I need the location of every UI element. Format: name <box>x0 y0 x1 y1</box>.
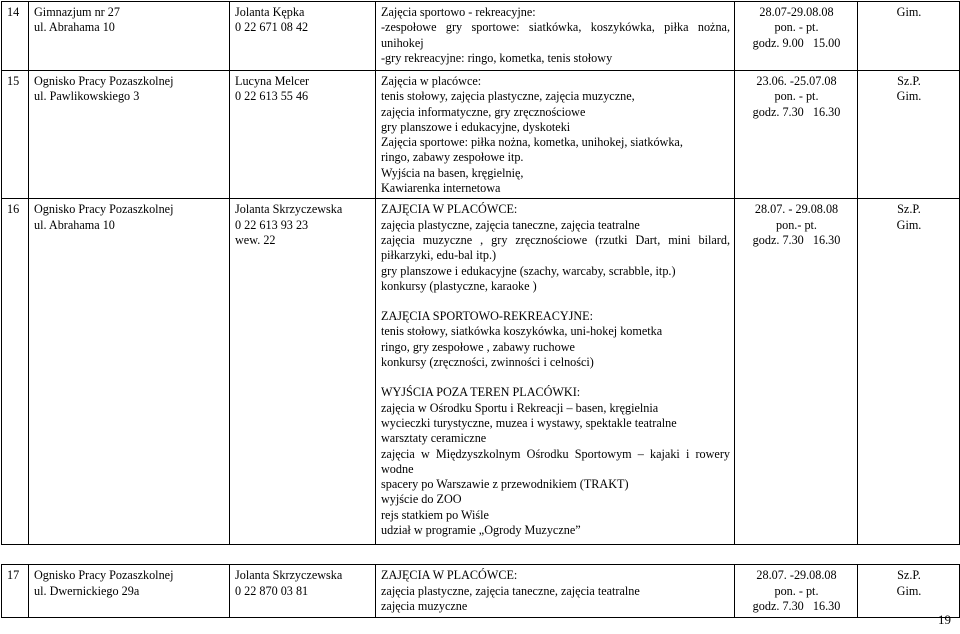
table-row <box>2 2 960 71</box>
description-line: spacery po Warszawie z przewodnikiem (TRAKT) <box>381 477 629 492</box>
date-range: 28.07. -29.08.08 <box>756 568 837 583</box>
contact-phone: 0 22 671 08 42 <box>235 20 309 35</box>
weekdays: pon. - pt. <box>774 89 819 104</box>
contact-phone: 0 22 613 55 46 <box>235 89 309 104</box>
description-line: rejs statkiem po Wiśle <box>381 507 489 522</box>
contact-extension: wew. 22 <box>235 232 276 247</box>
contact-cell <box>230 199 376 545</box>
school-type: Gim. <box>896 583 922 598</box>
institution-name: Ognisko Pracy Pozaszkolnej <box>34 202 174 217</box>
contact-person: Jolanta Skrzyczewska <box>235 568 343 583</box>
contact-cell <box>230 2 376 71</box>
dates-cell <box>735 565 858 618</box>
row-number: 16 <box>2 199 29 545</box>
institution-cell <box>29 71 230 199</box>
description-line: -zespołowe gry sportowe: siatkówka, koszykówka, piłka nożna, unihokej <box>381 20 730 50</box>
contact-phone: 0 22 613 93 23 <box>235 217 309 232</box>
page-number: 19 <box>938 612 951 627</box>
institution-name: Ognisko Pracy Pozaszkolnej <box>34 74 174 88</box>
institution-cell <box>29 199 230 545</box>
section-heading: ZAJĘCIA W PLACÓWCE: <box>381 568 518 583</box>
description-line: gry planszowe i edukacyjne, dyskoteki <box>381 119 571 134</box>
school-type: Sz.P. <box>897 74 921 88</box>
school-type: Gim. <box>896 5 922 19</box>
row-number: 17 <box>2 565 29 618</box>
section-heading: ZAJĘCIA SPORTOWO-REKREACYJNE: <box>381 309 593 324</box>
school-type-cell <box>858 199 960 545</box>
description-line: Wyjścia na basen, kręgielnię, <box>381 165 524 180</box>
school-type-cell <box>858 71 960 199</box>
description-line: zajęcia muzyczne , gry zręcznościowe (rzutki Dart, mini bilard, piłkarzyki, edu-bal itp.) <box>381 232 730 263</box>
school-type: Gim. <box>896 89 922 104</box>
hours: godz. 9.00 15.00 <box>752 35 841 50</box>
row-number: 14 <box>2 2 29 71</box>
description-line: Kawiarenka internetowa <box>381 181 501 196</box>
row-number: 15 <box>2 71 29 199</box>
contact-person: Lucyna Melcer <box>235 74 310 88</box>
institution-address: ul. Pawlikowskiego 3 <box>34 89 140 104</box>
institution-name: Ognisko Pracy Pozaszkolnej <box>34 568 174 583</box>
school-type-cell <box>858 565 960 618</box>
date-range: 28.07. - 29.08.08 <box>754 202 839 217</box>
institution-address: ul. Abrahama 10 <box>34 20 115 35</box>
description-line: Zajęcia sportowo - rekreacyjne: <box>381 5 536 19</box>
activities-table <box>1 1 960 618</box>
description-line: zajęcia plastyczne, zajęcia taneczne, zajęcia teatralne <box>381 583 640 598</box>
description-line: zajęcia plastyczne, zajęcia taneczne, zajęcia teatralne <box>381 217 640 232</box>
description-cell <box>376 2 735 71</box>
table-row <box>2 565 960 618</box>
description-line: ringo, gry zespołowe , zabawy ruchowe <box>381 339 575 354</box>
dates-cell <box>735 2 858 71</box>
hours: godz. 7.30 16.30 <box>752 598 841 613</box>
institution-cell <box>29 565 230 618</box>
description-line: konkursy (plastyczne, karaoke ) <box>381 278 537 293</box>
school-type: Gim. <box>896 217 922 232</box>
date-range: 23.06. -25.07.08 <box>756 74 837 88</box>
description-line: -gry rekreacyjne: ringo, kometka, tenis stołowy <box>381 50 613 65</box>
table-gap <box>2 545 960 565</box>
school-type: Sz.P. <box>897 202 921 217</box>
dates-cell <box>735 199 858 545</box>
section-heading: WYJŚCIA POZA TEREN PLACÓWKI: <box>381 385 581 400</box>
contact-person: Jolanta Skrzyczewska <box>235 202 343 217</box>
weekdays: pon. - pt. <box>774 583 819 598</box>
description-line: warsztaty ceramiczne <box>381 431 487 446</box>
school-type: Sz.P. <box>897 568 921 583</box>
description-cell <box>376 565 735 618</box>
description-line: ringo, zabawy zespołowe itp. <box>381 150 524 165</box>
description-line: zajęcia muzyczne <box>381 598 468 613</box>
description-line: zajęcia informatyczne, gry zręcznościowe <box>381 104 586 119</box>
hours: godz. 7.30 16.30 <box>752 104 841 119</box>
table-row <box>2 199 960 545</box>
institution-name: Gimnazjum nr 27 <box>34 5 120 19</box>
contact-person: Jolanta Kępka <box>235 5 305 19</box>
description-line: konkursy (zręczności, zwinności i celności) <box>381 355 594 370</box>
weekdays: pon. - pt. <box>774 20 819 35</box>
section-heading: ZAJĘCIA W PLACÓWCE: <box>381 202 518 217</box>
description-line: Zajęcia sportowe: piłka nożna, kometka, unihokej, siatkówka, <box>381 135 683 150</box>
school-type-cell <box>858 2 960 71</box>
contact-cell <box>230 71 376 199</box>
description-line: tenis stołowy, zajęcia plastyczne, zajęcia muzyczne, <box>381 89 635 104</box>
description-line: wycieczki turystyczne, muzea i wystawy, spektakle teatralne <box>381 415 677 430</box>
description-line: udział w programie „Ogrody Muzyczne” <box>381 523 581 538</box>
date-range: 28.07-29.08.08 <box>759 5 834 19</box>
description-line: tenis stołowy, siatkówka koszykówka, uni-hokej kometka <box>381 324 663 339</box>
hours: godz. 7.30 16.30 <box>752 232 841 247</box>
dates-cell <box>735 71 858 199</box>
contact-cell <box>230 565 376 618</box>
institution-address: ul. Abrahama 10 <box>34 217 115 232</box>
weekdays: pon.- pt. <box>776 217 817 232</box>
description-line: zajęcia w Międzyszkolnym Ośrodku Sportowym – kajaki i rowery wodne <box>381 446 730 476</box>
table-row <box>2 71 960 199</box>
contact-phone: 0 22 870 03 81 <box>235 583 309 598</box>
description-line: wyjście do ZOO <box>381 492 462 507</box>
description-line: zajęcia w Ośrodku Sportu i Rekreacji – basen, kręgielnia <box>381 400 659 415</box>
institution-address: ul. Dwernickiego 29a <box>34 583 140 598</box>
description-cell <box>376 199 735 545</box>
description-line: gry planszowe i edukacyjne (szachy, warcaby, scrabble, itp.) <box>381 263 676 278</box>
description-line: Zajęcia w placówce: <box>381 74 482 88</box>
institution-cell <box>29 2 230 71</box>
description-cell <box>376 71 735 199</box>
